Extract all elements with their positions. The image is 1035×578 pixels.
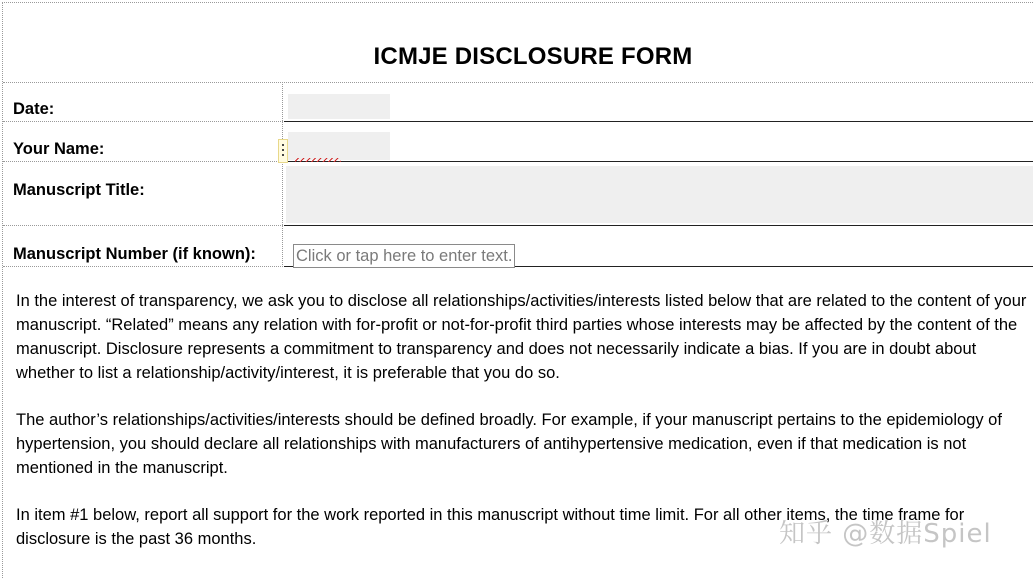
watermark: 知乎 @数据Spiel — [779, 519, 992, 549]
column-divider — [282, 82, 283, 267]
date-field-underline — [284, 121, 1033, 122]
row-divider — [3, 225, 283, 226]
name-field-underline — [284, 161, 1033, 162]
manuscript-number-label: Manuscript Number (if known): — [13, 245, 256, 263]
spellcheck-underline — [295, 158, 341, 162]
name-label: Your Name: — [13, 140, 105, 158]
manuscript-number-input[interactable]: Click or tap here to enter text. — [293, 244, 515, 268]
time-frame-paragraph: In item #1 below, report all support for the work reported in this manuscript without time limit. For all other items, the time frame for disclosure is the past 36 months. — [16, 506, 965, 548]
date-input[interactable] — [288, 94, 390, 119]
manuscript-title-label: Manuscript Title: — [13, 181, 145, 199]
definition-paragraph: The author’s relationships/activities/interests should be defined broadly. For example, if your manuscript pertains to the epidemiology of hypertension, you should declare all relationships with manufacturers of antihypertensive medication, even if that medication is not mentioned in the manuscript. — [16, 411, 1002, 477]
date-label: Date: — [13, 100, 55, 118]
title-field-underline — [284, 225, 1033, 226]
row-divider — [3, 121, 283, 122]
intro-paragraph: In the interest of transparency, we ask you to disclose all relationships/activities/interests listed below that are related to the content of your manuscript. “Related” means any relation with for-profit or not-for-profit third parties whose interests may be affected by the content of the manuscript. Disclosure represents a commitment to transparency and does not necessarily indicate a bias. If you are in doubt about whether to list a relationship/activity/interest, it is preferable that you do so. — [16, 292, 1027, 382]
form-title: ICMJE DISCLOSURE FORM — [373, 43, 693, 70]
name-input[interactable] — [288, 132, 390, 160]
row-divider — [3, 82, 1033, 83]
row-divider — [3, 161, 283, 162]
drag-handle-icon[interactable] — [278, 139, 288, 163]
manuscript-title-input[interactable] — [286, 166, 1033, 223]
disclosure-form-page — [2, 2, 1033, 578]
row-divider — [3, 266, 283, 267]
